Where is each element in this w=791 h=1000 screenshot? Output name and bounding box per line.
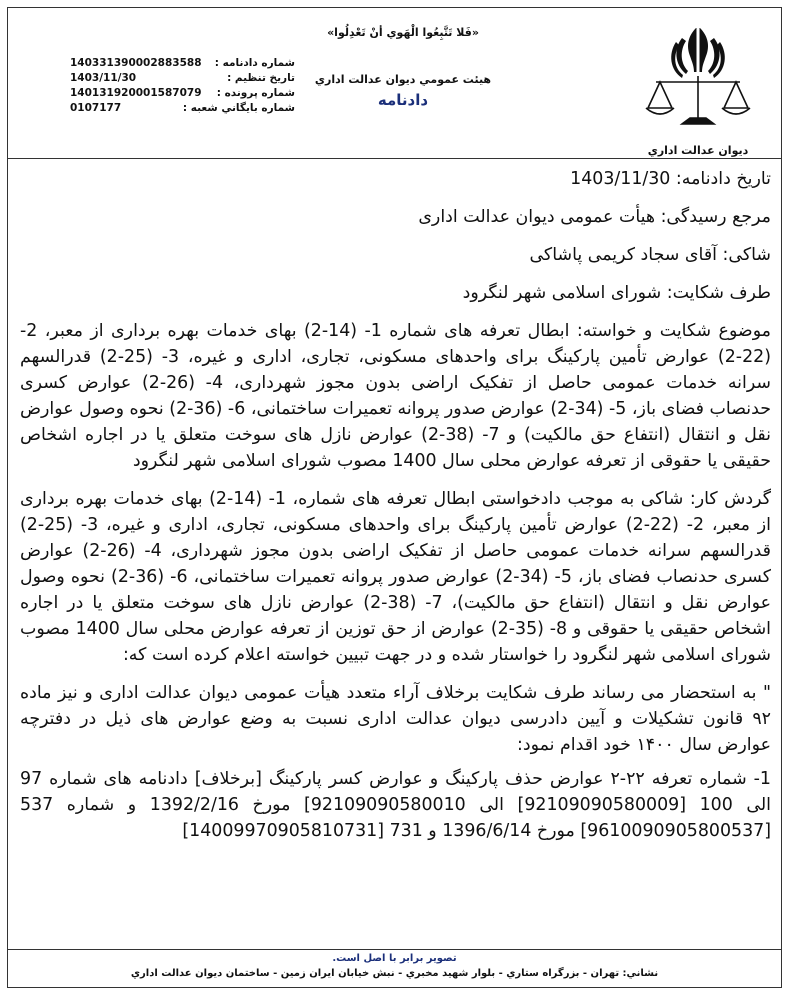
complaint-subject: موضوع شکایت و خواسته: ابطال تعرفه های شماره 1- (14-2) بهای خدمات بهره برداری از معبر، 2- (22-2) عوارض تأمین پارکینگ برای واحدهای مسکونی، تجاری، اداری و غیره، 3- (25-2) قدرالسهم سرانه خدمات عمومی حاصل از تفکیک اراضی بدون مجوز شهرداری، 4- (26-2) عوارض کسری حدنصاب فضای باز، 5- (34-2) عوارض صدور پروانه تعمیرات ساختمانی، 6- (36-2) نحوه وصول عوارض نقل و انتقال (انتفاع حق مالکیت) و 7- (38-2) عوارض نازل های سوخت متعلق یا در اجاره اشخاص حقیقی یا حقوقی از تعرفه عوارض محلی سال 1400 مصوب شورای اسلامی شهر لنگرود [20,321,771,471]
page-frame [7,7,782,988]
meta-value: 1403/11/30 [70,72,137,84]
meta-label: شماره دادنامه : [214,57,295,69]
footer-divider [8,949,781,950]
meta-row [70,101,295,116]
reviewing-authority: مرجع رسیدگی: هیأت عمومی دیوان عدالت اداری [418,207,771,227]
assembly-name: هيئت عمومي ديوان عدالت اداري [314,73,492,86]
meta-label: شماره بايگاني شعبه : [182,102,295,114]
meta-label: تاريخ تنظيم : [227,72,295,84]
plaintiff: شاکی: آقای سجاد کریمی پاشاکی [529,245,771,265]
meta-value: 0107177 [70,102,122,114]
footer [8,953,781,979]
meta-row [70,56,295,71]
scales-of-justice-icon [638,20,758,132]
defendant: طرف شکایت: شورای اسلامی شهر لنگرود [462,283,771,303]
certified-copy-note: تصوير برابر با اصل است. [332,953,457,964]
header-center [258,26,548,109]
quran-verse: «فَلا تَتَّبِعُوا الْهَوي أنْ تَعْدِلُوا» [327,26,479,39]
header [8,8,781,158]
meta-row [70,86,295,101]
address: نشاني: تهران - بزرگراه ستاري - بلوار شهيد مخبري - نبش خيابان ايران زمين - ساختمان ديوان عدالت اداري [130,968,659,979]
court-name: ديوان عدالت اداري [647,144,749,157]
document-body [20,166,771,939]
meta-value: 140331390002883588 [70,57,202,69]
emblem [633,20,763,158]
item-1: 1- شماره تعرفه ۲۲-۲ عوارض حذف پارکینگ و عوارض کسر پارکینگ [برخلاف] دادنامه های شماره 97 الی 100 [92109090580009] الی 92109090580010] مورخ 1392/2/16 و شماره 537 [9610090905800537] مورخ 1396/6/14 و 731 [14009970905810731] [20,769,771,841]
meta-value: 140131920001587079 [70,87,202,99]
quoted-statement: " به استحضار می رساند طرف شکایت برخلاف آراء متعدد هیأت عمومی دیوان عدالت اداری و نیز ماده ۹۲ قانون تشکیلات و آیین دادرسی دیوان عدالت اداری نسبت به وضع عوارض های ذیل در دفترچه عوارض سال ۱۴۰۰ خود اقدام نمود: [20,683,771,755]
meta-row [70,71,295,86]
header-divider [8,158,781,159]
verdict-date: تاریخ دادنامه: 1403/11/30 [570,169,771,189]
document-title: دادنامه [377,91,429,109]
meta-label: شماره پرونده : [216,87,295,99]
proceedings: گردش کار: شاکی به موجب دادخواستی ابطال تعرفه های شماره، 1- (14-2) بهای خدمات بهره برداری از معبر، 2- (22-2) عوارض تأمین پارکینگ برای واحدهای مسکونی، تجاری، اداری و غیره، 3- (25-2) قدرالسهم سرانه خدمات عمومی حاصل از تفکیک اراضی بدون مجوز شهرداری، 4- (26-2) عوارض کسری حدنصاب فضای باز، 5- (34-2) عوارض صدور پروانه تعمیرات ساختمانی، 6- (36-2) نحوه وصول عوارض نقل و انتقال (انتفاع حق مالکیت)، 7- (38-2) عوارض نازل های سوخت متعلق یا در اجاره اشخاص حقیقی یا حقوقی و 8- (35-2) عوارض از حق توزین از تعرفه عوارض محلی سال 1400 مصوب شورای اسلامی شهر لنگرود را خواستار شده و در جهت تبیین خواسته اعلام کرده است که: [20,489,771,665]
document-metadata [70,56,295,116]
